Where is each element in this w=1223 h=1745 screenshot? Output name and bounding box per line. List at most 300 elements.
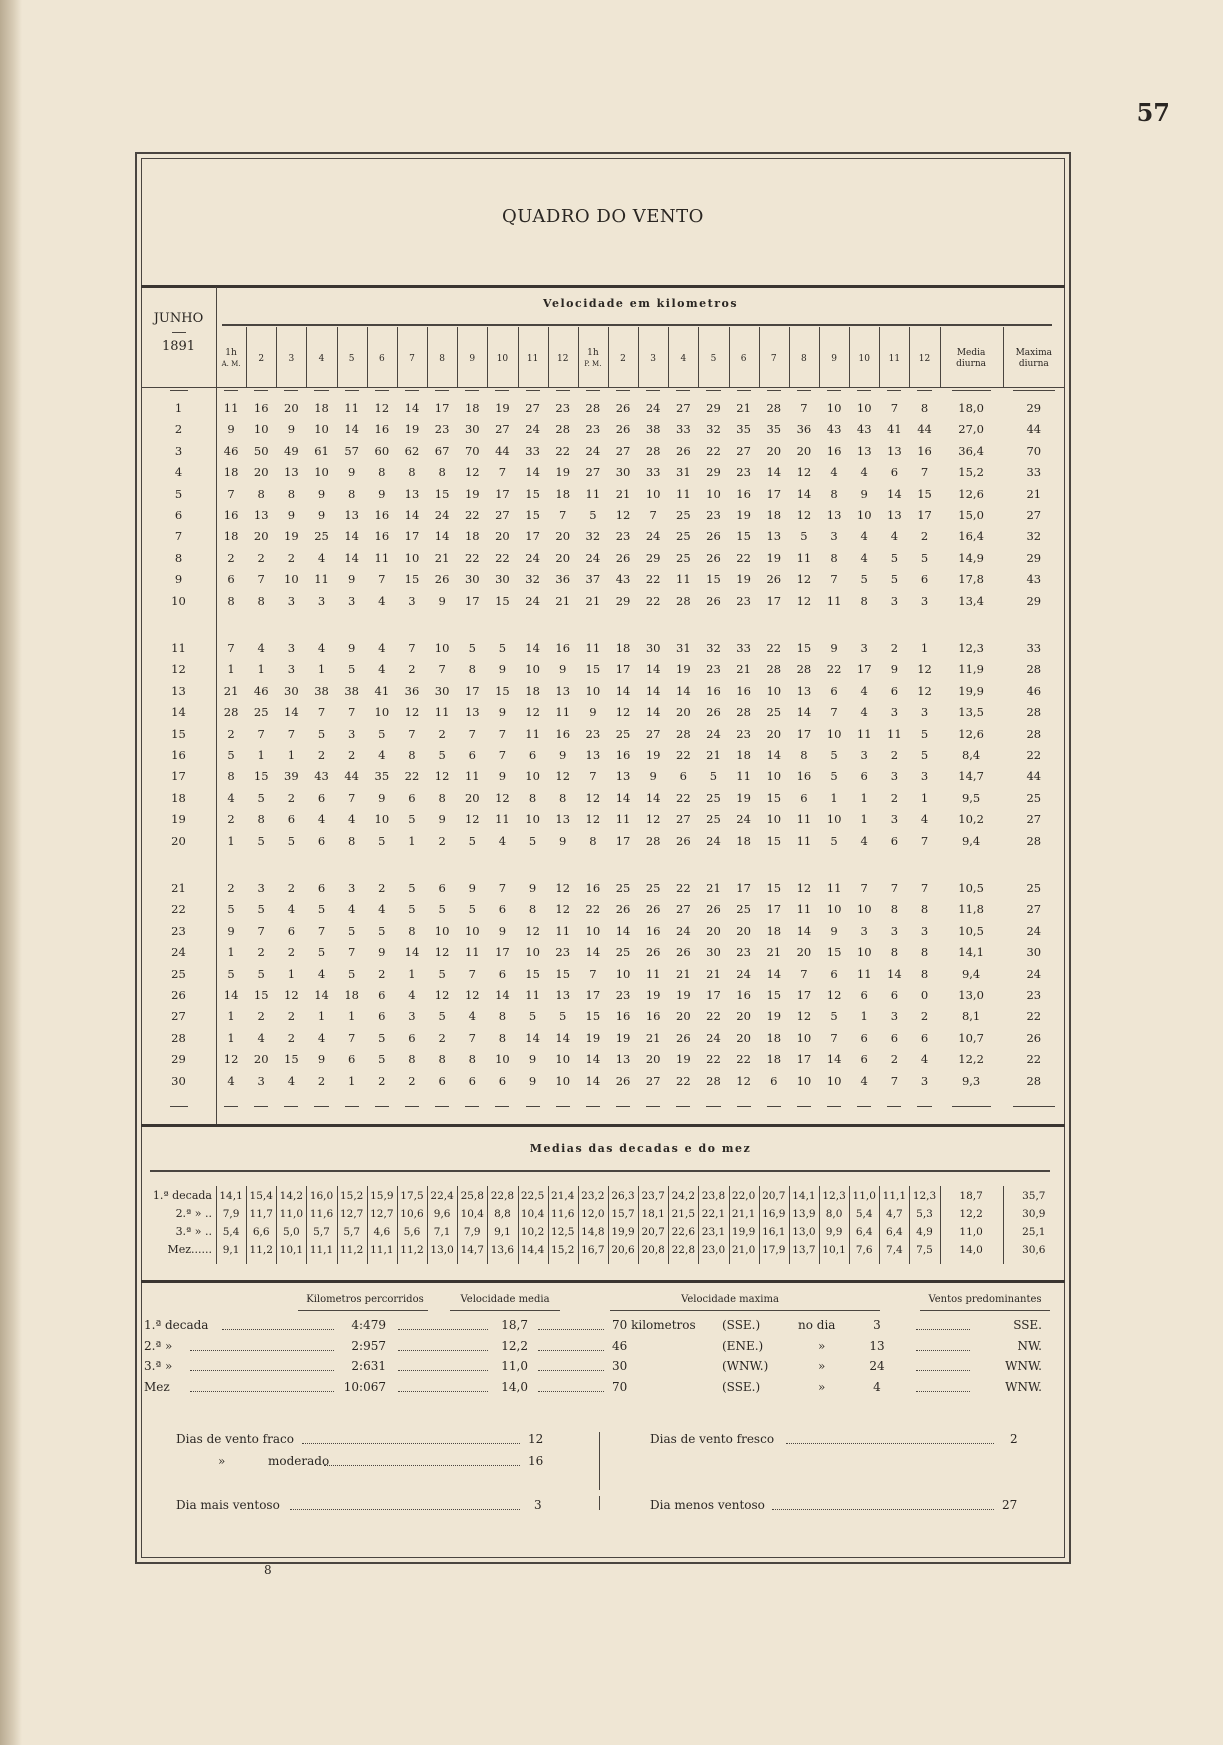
- means-cell: 11,0: [852, 1190, 876, 1202]
- wind-speed-cell: 11: [796, 833, 812, 848]
- summary-row-label: 2.ª »: [144, 1338, 173, 1353]
- wind-speed-cell: 11: [826, 593, 842, 608]
- wind-speed-cell: 5: [468, 902, 476, 917]
- wind-speed-cell: 4: [468, 1009, 476, 1024]
- means-cell: 22,8: [671, 1244, 696, 1256]
- wind-speed-cell: 16: [706, 683, 721, 698]
- wind-speed-cell: 25: [615, 881, 631, 895]
- wind-speed-cell: 10: [525, 769, 540, 784]
- wind-speed-cell: 36: [555, 572, 571, 587]
- means-media-cell: 12,2: [959, 1208, 983, 1220]
- dot-leader: [302, 1443, 520, 1444]
- wind-speed-cell: 2: [227, 550, 235, 565]
- wind-speed-cell: 9: [589, 705, 597, 720]
- wind-speed-cell: 9: [468, 881, 476, 895]
- wind-speed-cell: 20: [706, 923, 721, 938]
- media-cell: 14,7: [958, 769, 984, 784]
- month-label: JUNHO: [153, 311, 204, 326]
- wind-speed-cell: 13: [766, 529, 782, 544]
- wind-speed-cell: 2: [890, 790, 899, 805]
- wind-speed-cell: 27: [676, 401, 691, 415]
- wind-speed-cell: 15: [585, 1009, 601, 1024]
- dot-leader: [190, 1350, 334, 1351]
- summary-vel-max: 70 kilometros: [612, 1318, 696, 1332]
- wind-speed-cell: 14: [887, 966, 902, 981]
- means-column-rule: [729, 1186, 730, 1264]
- wind-speed-cell: 10: [525, 812, 540, 827]
- means-cell: 5,7: [343, 1226, 361, 1238]
- wind-speed-cell: 8: [800, 748, 808, 762]
- wind-speed-cell: 12: [796, 881, 812, 895]
- wind-speed-cell: 8: [257, 486, 265, 501]
- wind-speed-cell: 12: [464, 465, 480, 480]
- wind-speed-cell: 14: [344, 422, 359, 437]
- wind-speed-cell: 36: [796, 422, 812, 437]
- wind-speed-cell: 6: [830, 966, 838, 981]
- means-cell: 20,6: [611, 1244, 635, 1256]
- wind-speed-cell: 21: [223, 683, 239, 698]
- wind-speed-cell: 5: [438, 748, 446, 762]
- wind-speed-cell: 20: [645, 1052, 661, 1067]
- wind-speed-cell: 8: [348, 833, 356, 848]
- summary-brace-km: [298, 1310, 428, 1311]
- wind-speed-cell: 11: [464, 769, 480, 784]
- wind-speed-cell: 27: [676, 902, 691, 917]
- wind-speed-cell: 7: [800, 401, 808, 415]
- wind-speed-cell: 7: [498, 726, 507, 741]
- wind-speed-cell: 12: [585, 790, 601, 805]
- wind-speed-cell: 4: [890, 529, 899, 544]
- header-dash: [646, 390, 660, 391]
- wind-speed-cell: 16: [374, 422, 390, 437]
- wind-speed-cell: 10: [434, 641, 450, 655]
- wind-speed-cell: 12: [464, 812, 480, 827]
- wind-speed-cell: 22: [676, 748, 691, 762]
- media-cell: 10,2: [958, 812, 984, 827]
- wind-speed-cell: 14: [585, 1052, 601, 1067]
- wind-speed-cell: 11: [555, 923, 571, 938]
- wind-speed-cell: 1: [317, 1009, 326, 1024]
- wind-speed-cell: 11: [434, 705, 450, 720]
- wind-speed-cell: 14: [796, 705, 812, 720]
- wind-speed-cell: 13: [887, 508, 902, 522]
- wind-speed-cell: 7: [559, 508, 567, 522]
- day-number: 16: [171, 748, 186, 762]
- means-column-rule: [759, 1186, 760, 1264]
- day-number: 17: [171, 769, 186, 784]
- maxima-header-line: Maxima: [1015, 348, 1052, 358]
- wind-speed-cell: 17: [796, 1052, 812, 1067]
- wind-speed-cell: 35: [736, 422, 751, 437]
- wind-speed-cell: 5: [830, 833, 838, 848]
- wind-speed-cell: 28: [223, 705, 239, 720]
- wind-speed-cell: 10: [284, 572, 299, 587]
- wind-speed-cell: 25: [314, 529, 329, 544]
- hour-header: [457, 354, 487, 365]
- summary-no-dia: »: [818, 1359, 826, 1373]
- wind-speed-cell: 26: [676, 833, 691, 848]
- wind-speed-cell: 7: [408, 641, 416, 655]
- wind-speed-cell: 2: [890, 641, 899, 655]
- wind-speed-cell: 10: [826, 812, 842, 827]
- book-spine-shadow: [0, 0, 22, 1745]
- wind-speed-cell: 12: [796, 465, 812, 480]
- day-number: 4: [174, 465, 183, 480]
- wind-speed-cell: 10: [464, 923, 480, 938]
- wind-speed-cell: 12: [434, 945, 450, 960]
- wind-speed-cell: 13: [615, 1052, 631, 1067]
- wind-speed-cell: 14: [434, 529, 450, 544]
- wind-speed-cell: 28: [585, 401, 601, 415]
- wind-speed-cell: 8: [528, 902, 537, 917]
- wind-speed-cell: 4: [378, 902, 386, 917]
- wind-speed-cell: 1: [408, 966, 416, 981]
- hour-header-number: 10: [496, 354, 509, 364]
- wind-speed-cell: 12: [555, 881, 571, 895]
- wind-speed-cell: 8: [528, 790, 537, 805]
- hour-header: [849, 354, 879, 365]
- wind-speed-cell: 11: [374, 550, 390, 565]
- wind-speed-cell: 4: [860, 833, 868, 848]
- wind-speed-cell: 4: [860, 1073, 868, 1088]
- wind-speed-cell: 6: [679, 769, 687, 784]
- dot-leader: [538, 1391, 604, 1392]
- summary-header-ventos: Ventos predominantes: [928, 1294, 1042, 1305]
- wind-speed-cell: 21: [645, 1030, 661, 1045]
- wind-speed-cell: 7: [890, 401, 899, 415]
- wind-speed-cell: 16: [796, 769, 812, 784]
- wind-speed-cell: 9: [317, 508, 326, 522]
- wind-speed-cell: 22: [706, 443, 721, 458]
- header-dash: [676, 390, 690, 391]
- wind-speed-cell: 5: [800, 529, 808, 544]
- wind-speed-cell: 10: [856, 945, 872, 960]
- wind-speed-cell: 11: [585, 641, 601, 655]
- day-number: 24: [171, 945, 186, 960]
- footer-dash: [616, 1106, 630, 1107]
- year-label: 1891: [161, 339, 196, 354]
- wind-speed-cell: 16: [826, 443, 842, 458]
- wind-speed-cell: 4: [920, 812, 929, 827]
- wind-speed-cell: 20: [736, 1030, 751, 1045]
- summary-km: 10:067: [343, 1379, 386, 1394]
- fresco-value: 2: [1010, 1432, 1018, 1446]
- fraco-value: 12: [528, 1432, 544, 1446]
- wind-speed-cell: 11: [525, 726, 540, 741]
- wind-speed-cell: 10: [645, 486, 661, 501]
- means-cell: 9,6: [433, 1208, 451, 1220]
- wind-speed-cell: 6: [468, 1073, 476, 1088]
- wind-speed-cell: 15: [766, 833, 782, 848]
- wind-speed-cell: 14: [404, 508, 420, 522]
- hour-header: [578, 348, 608, 370]
- wind-speed-cell: 5: [317, 945, 326, 960]
- hour-header: [487, 354, 517, 365]
- wind-speed-cell: 13: [404, 486, 420, 501]
- wind-speed-cell: 11: [676, 486, 691, 501]
- dot-leader: [398, 1329, 488, 1330]
- means-cell: 24,2: [671, 1190, 696, 1202]
- wind-speed-cell: 15: [495, 593, 510, 608]
- wind-speed-cell: 28: [796, 662, 812, 677]
- wind-speed-cell: 17: [464, 683, 480, 698]
- wind-speed-cell: 21: [706, 966, 721, 981]
- means-cell: 14,4: [520, 1244, 545, 1256]
- wind-speed-cell: 5: [589, 508, 597, 522]
- wind-speed-cell: 5: [317, 902, 326, 917]
- means-cell: 5,4: [855, 1208, 873, 1220]
- media-header-line: Media: [956, 348, 986, 358]
- wind-speed-cell: 7: [589, 769, 597, 784]
- hour-header-number: 1h: [587, 348, 599, 358]
- means-cell: 14,2: [279, 1190, 304, 1202]
- day-number: 15: [171, 726, 186, 741]
- wind-speed-cell: 19: [645, 988, 661, 1002]
- wind-speed-cell: 5: [348, 923, 356, 938]
- footer-dash: [797, 1106, 811, 1107]
- means-cell: 4,6: [373, 1226, 391, 1238]
- wind-speed-cell: 1: [227, 662, 235, 677]
- wind-speed-cell: 21: [615, 486, 631, 501]
- summary-no-dia: »: [818, 1379, 826, 1394]
- wind-speed-cell: 17: [495, 486, 510, 501]
- wind-speed-cell: 10: [525, 945, 540, 960]
- wind-speed-cell: 11: [464, 945, 480, 960]
- hour-header: [337, 354, 367, 365]
- wind-speed-cell: 1: [920, 790, 929, 805]
- dot-leader: [538, 1350, 604, 1351]
- wind-speed-cell: 19: [645, 748, 661, 762]
- wind-speed-cell: 46: [253, 683, 269, 698]
- wind-speed-cell: 26: [645, 902, 661, 917]
- wind-speed-cell: 26: [676, 1030, 691, 1045]
- wind-speed-cell: 22: [645, 572, 661, 587]
- wind-speed-cell: 17: [434, 401, 450, 415]
- summary-direction: (SSE.): [722, 1379, 761, 1394]
- wind-speed-cell: 11: [615, 812, 631, 827]
- dot-leader: [916, 1370, 970, 1371]
- maxima-cell: 44: [1026, 422, 1042, 437]
- wind-speed-cell: 6: [287, 812, 296, 827]
- media-cell: 11,9: [958, 662, 984, 677]
- means-cell: 7,1: [433, 1226, 451, 1238]
- wind-speed-cell: 3: [890, 593, 899, 608]
- header-dash: [435, 390, 449, 391]
- means-cell: 14,1: [219, 1190, 243, 1202]
- wind-speed-cell: 11: [314, 572, 329, 587]
- wind-speed-cell: 7: [348, 945, 356, 960]
- wind-speed-cell: 12: [404, 705, 420, 720]
- wind-speed-cell: 1: [920, 641, 929, 655]
- summary-brace-media: [450, 1310, 560, 1311]
- wind-speed-cell: 3: [920, 769, 929, 784]
- wind-speed-cell: 14: [495, 988, 510, 1002]
- means-column-rule: [668, 1186, 669, 1264]
- wind-speed-cell: 5: [890, 572, 899, 587]
- wind-speed-cell: 22: [766, 641, 782, 655]
- wind-speed-cell: 3: [890, 923, 899, 938]
- wind-speed-cell: 17: [796, 988, 812, 1002]
- wind-speed-cell: 16: [555, 726, 571, 741]
- wind-speed-cell: 7: [498, 881, 507, 895]
- wind-speed-cell: 2: [317, 1073, 326, 1088]
- wind-speed-cell: 24: [585, 443, 601, 458]
- wind-speed-cell: 7: [378, 572, 386, 587]
- hour-header-number: 11: [526, 354, 539, 364]
- wind-speed-cell: 15: [525, 966, 540, 981]
- wind-speed-cell: 38: [344, 683, 359, 698]
- wind-speed-cell: 18: [525, 683, 540, 698]
- wind-speed-cell: 7: [348, 1030, 356, 1045]
- hour-header-number: 5: [348, 354, 355, 364]
- means-cell: 13,7: [792, 1244, 816, 1256]
- wind-speed-cell: 21: [766, 945, 782, 960]
- summary-vel-max: 46: [612, 1338, 628, 1353]
- wind-speed-cell: 16: [645, 923, 661, 938]
- means-row-label: 1.ª decada: [152, 1189, 212, 1202]
- media-cell: 16,4: [958, 529, 984, 544]
- dot-leader: [538, 1329, 604, 1330]
- means-column-rule: [698, 1186, 699, 1264]
- wind-speed-cell: 24: [525, 593, 540, 608]
- wind-speed-cell: 44: [344, 769, 359, 784]
- wind-speed-cell: 14: [404, 401, 420, 415]
- hour-header: [276, 354, 306, 365]
- wind-speed-cell: 13: [555, 683, 571, 698]
- maxima-cell: 27: [1026, 902, 1042, 917]
- wind-speed-cell: 11: [887, 726, 902, 741]
- wind-speed-cell: 2: [920, 529, 929, 544]
- wind-speed-cell: 19: [736, 572, 751, 587]
- means-cell: 5,7: [313, 1226, 330, 1238]
- means-column-rule: [578, 1186, 579, 1264]
- wind-speed-cell: 15: [495, 683, 510, 698]
- wind-speed-cell: 5: [438, 1009, 446, 1024]
- wind-speed-cell: 9: [559, 662, 567, 677]
- header-dash: [284, 390, 298, 391]
- wind-speed-cell: 27: [645, 726, 661, 741]
- wind-speed-cell: 25: [615, 945, 631, 960]
- wind-speed-cell: 6: [860, 769, 868, 784]
- wind-speed-cell: 2: [257, 1009, 265, 1024]
- wind-speed-cell: 6: [860, 1052, 868, 1067]
- day-number: 9: [174, 572, 183, 587]
- wind-speed-cell: 2: [227, 881, 235, 895]
- means-column-rule: [518, 1186, 519, 1264]
- day-number: 28: [171, 1030, 186, 1045]
- wind-speed-cell: 11: [856, 726, 872, 741]
- wind-speed-cell: 9: [378, 945, 386, 960]
- wind-speed-cell: 5: [227, 902, 235, 917]
- means-cell: 22,6: [671, 1226, 696, 1238]
- wind-speed-cell: 20: [796, 945, 812, 960]
- means-maxima-cell: 30,9: [1022, 1208, 1046, 1220]
- means-cell: 5,3: [916, 1208, 933, 1220]
- wind-speed-cell: 33: [676, 422, 691, 437]
- means-column-rule: [909, 1186, 910, 1264]
- means-cell: 23,2: [581, 1190, 605, 1202]
- means-cell: 9,1: [222, 1244, 240, 1256]
- day-number: 22: [171, 902, 186, 917]
- wind-speed-cell: 4: [860, 529, 868, 544]
- wind-speed-cell: 14: [766, 966, 782, 981]
- wind-speed-cell: 23: [585, 422, 601, 437]
- wind-speed-cell: 10: [555, 1073, 571, 1088]
- wind-speed-cell: 9: [317, 1052, 326, 1067]
- means-cell: 9,1: [494, 1226, 511, 1238]
- day-number: 8: [174, 550, 183, 565]
- wind-speed-cell: 6: [890, 988, 899, 1002]
- hour-header-number: 3: [288, 354, 295, 364]
- means-brace: [150, 1170, 1050, 1172]
- wind-speed-cell: 12: [495, 790, 510, 805]
- means-cell: 18,1: [641, 1208, 665, 1220]
- header-dash: [345, 390, 359, 391]
- means-cell: 11,2: [249, 1244, 273, 1256]
- day-number: 25: [171, 966, 186, 981]
- wind-speed-cell: 14: [796, 923, 812, 938]
- dot-leader: [398, 1391, 488, 1392]
- wind-speed-cell: 43: [615, 572, 631, 587]
- wind-speed-cell: 8: [589, 833, 597, 848]
- wind-speed-cell: 19: [464, 486, 480, 501]
- wind-speed-cell: 3: [348, 726, 356, 741]
- days-divider: [599, 1432, 600, 1490]
- wind-speed-cell: 7: [589, 966, 597, 981]
- wind-speed-cell: 14: [525, 465, 540, 480]
- means-cell: 25,8: [460, 1190, 484, 1202]
- header-dash: [917, 390, 931, 391]
- wind-speed-cell: 14: [585, 945, 601, 960]
- means-cell: 11,1: [882, 1190, 907, 1202]
- days-divider-2: [599, 1496, 600, 1510]
- wind-speed-cell: 6: [287, 923, 296, 938]
- day-number: 1: [174, 401, 183, 415]
- wind-speed-cell: 20: [555, 529, 571, 544]
- wind-speed-cell: 22: [676, 790, 691, 805]
- wind-speed-cell: 22: [464, 550, 480, 565]
- wind-speed-cell: 4: [317, 550, 326, 565]
- means-cell: 5,0: [283, 1226, 300, 1238]
- media-header: [940, 348, 1003, 370]
- wind-speed-cell: 13: [464, 705, 480, 720]
- means-column-rule: [276, 1186, 277, 1264]
- hour-header: [367, 354, 397, 365]
- wind-speed-cell: 10: [434, 923, 450, 938]
- media-cell: 9,4: [961, 966, 981, 981]
- signature-number: 8: [264, 1563, 272, 1577]
- wind-speed-cell: 23: [736, 593, 751, 608]
- wind-speed-cell: 20: [796, 443, 812, 458]
- wind-speed-cell: 5: [408, 881, 416, 895]
- wind-speed-cell: 3: [890, 769, 899, 784]
- wind-speed-cell: 10: [856, 902, 872, 917]
- wind-speed-cell: 10: [826, 1073, 842, 1088]
- day-number: 5: [174, 486, 183, 501]
- wind-speed-cell: 15: [253, 769, 269, 784]
- wind-speed-cell: 10: [615, 966, 631, 981]
- wind-speed-cell: 11: [585, 486, 601, 501]
- wind-speed-cell: 25: [706, 812, 721, 827]
- means-cell: 15,4: [249, 1190, 273, 1202]
- wind-speed-cell: 61: [314, 443, 329, 458]
- wind-speed-cell: 14: [585, 1073, 601, 1088]
- footer-dash: [676, 1106, 690, 1107]
- wind-speed-cell: 5: [890, 550, 899, 565]
- wind-speed-cell: 27: [495, 422, 510, 437]
- footer-dash: [767, 1106, 781, 1107]
- wind-speed-cell: 18: [314, 401, 329, 415]
